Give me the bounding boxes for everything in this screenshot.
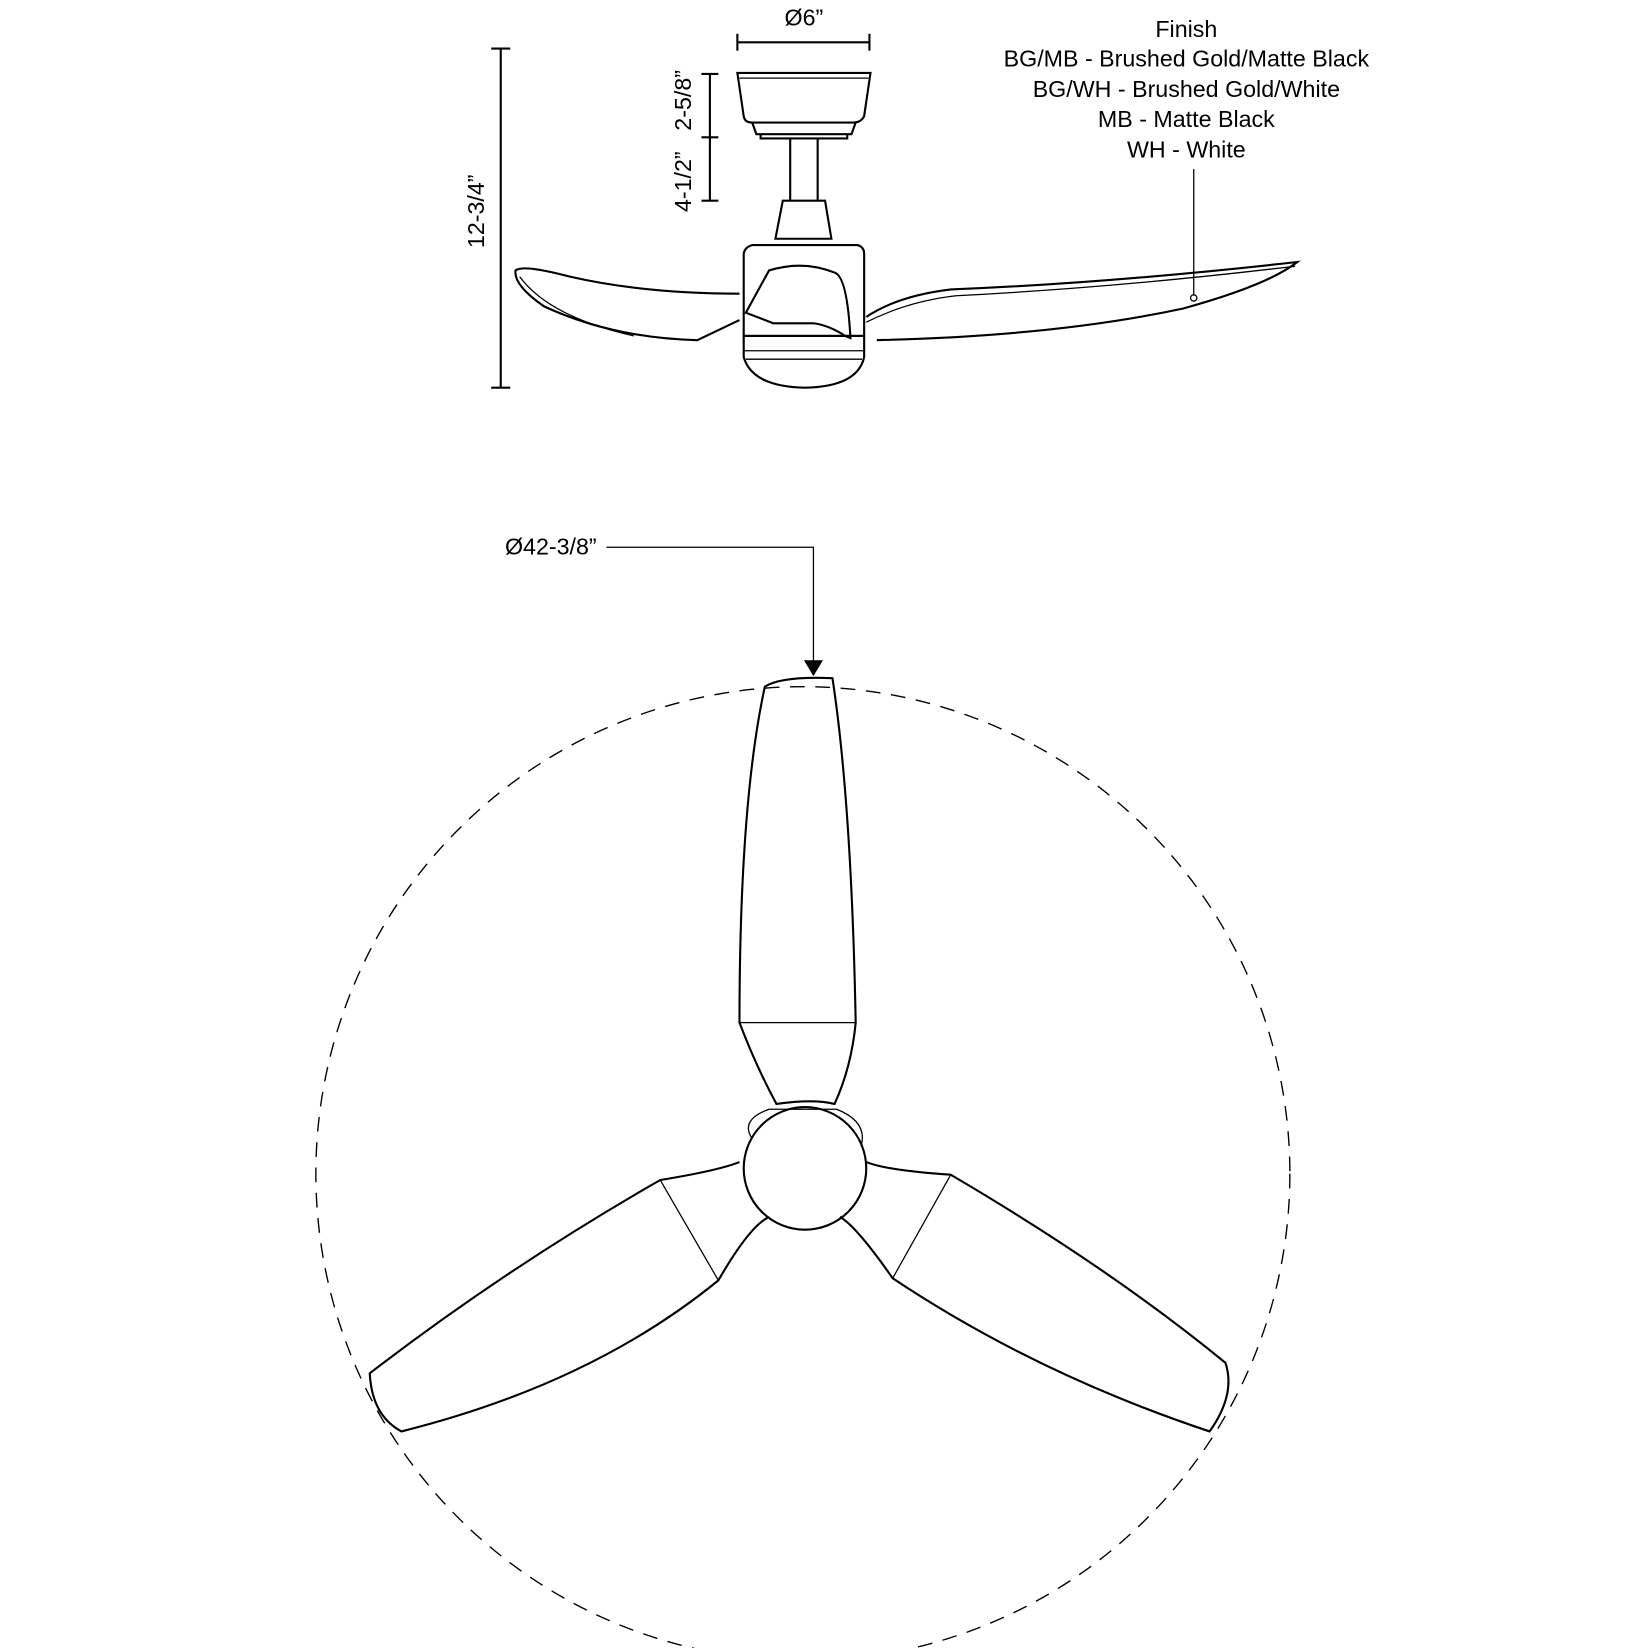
front-blade — [746, 266, 851, 338]
top-view — [316, 534, 1290, 1648]
canopy-height-dimension — [670, 70, 718, 212]
finish-legend — [1004, 16, 1370, 162]
finish-option: MB - Matte Black — [1097, 105, 1275, 132]
canopy-height-label: 2-5/8” — [669, 70, 696, 131]
overall-height-label: 12-3/4” — [462, 174, 489, 249]
left-blade-top — [370, 1162, 769, 1431]
canopy — [737, 73, 870, 123]
downrod — [790, 138, 817, 200]
downrod-length-label: 4-1/2” — [669, 151, 696, 213]
top-blade — [739, 678, 855, 1104]
right-blade-top — [840, 1162, 1229, 1431]
blade-sweep-circle — [316, 687, 1290, 1648]
blade-span-dimension — [505, 534, 823, 676]
finish-option: BG/MB - Brushed Gold/Matte Black — [1003, 45, 1370, 72]
blade-span-label: Ø42-3/8” — [504, 533, 597, 560]
overall-height-dimension — [463, 49, 510, 388]
finish-title: Finish — [1155, 15, 1218, 42]
left-blade — [515, 268, 739, 340]
canopy-diameter-dimension — [737, 4, 869, 50]
finish-option: WH - White — [1126, 136, 1246, 163]
finish-option: BG/WH - Brushed Gold/White — [1032, 76, 1341, 103]
canopy-diameter-label: Ø6” — [784, 4, 824, 31]
arrow-icon — [804, 660, 823, 676]
hub — [744, 1107, 867, 1230]
